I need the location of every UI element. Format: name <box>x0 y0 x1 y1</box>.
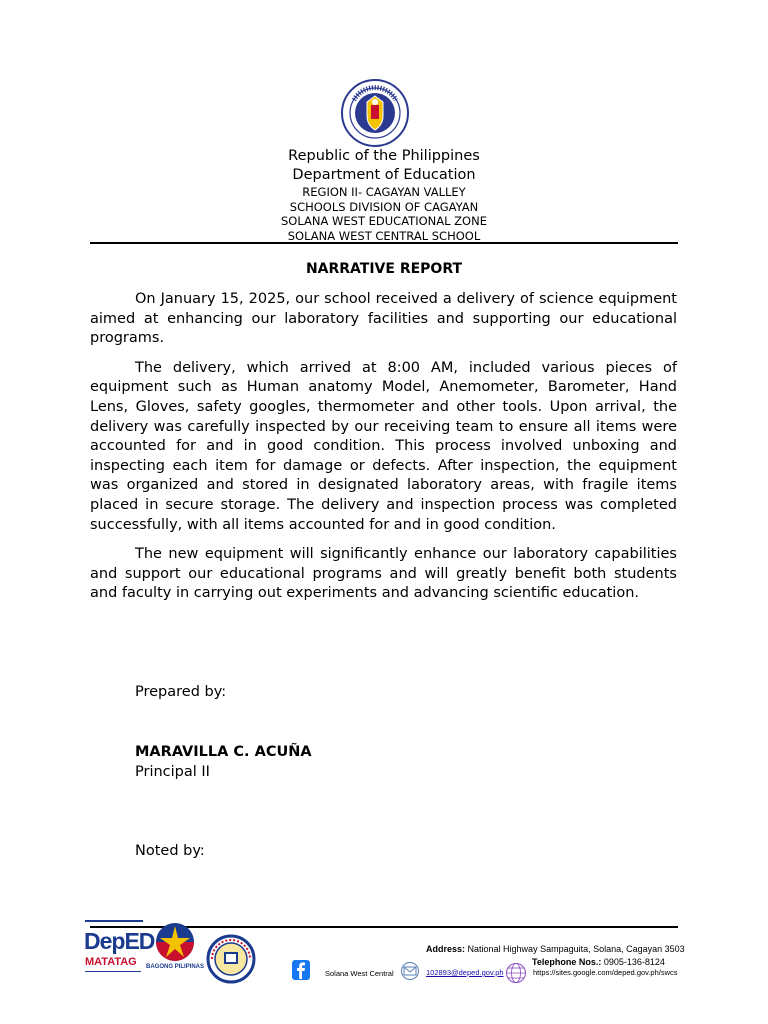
globe-icon <box>505 962 527 984</box>
report-title: NARRATIVE REPORT <box>305 261 463 277</box>
facebook-page-link[interactable]: Solana West Central <box>325 969 394 978</box>
email-link[interactable]: 102893@deped.gov.ph <box>426 968 504 977</box>
website-link[interactable]: https://sites.google.com/deped.gov.ph/swcs <box>533 968 678 977</box>
matatag-underline <box>85 971 141 972</box>
paragraph-2: The delivery, which arrived at 8:00 AM, included various pieces of equipment such as Human anatomy Model, Anemometer, Barometer, Hand Lens, Gloves, safety googles, thermometer and other tools. Upon arrival, the delivery was carefully inspected by our receiving team to ensure all items were accounted for and in good condition. This process involved unboxing and inspecting each item for damage or defects. After inspection, the equipment was organized and stored in designated laboratory areas, with fragile items placed in secure storage. The delivery and inspection process was completed successfully, with all items accounted for and in good condition. <box>90 359 677 533</box>
telephone-line <box>532 957 665 967</box>
email-icon <box>399 962 421 980</box>
deped-logo: DepED <box>84 928 155 954</box>
signatory-name: MARAVILLA C. ACUÑA <box>135 744 312 760</box>
bagong-pilipinas-label: BAGONG PILIPINAS <box>146 964 205 970</box>
region-line: REGION II- CAGAYAN VALLEY <box>302 185 466 199</box>
telephone-value: 0905-136-8124 <box>603 957 665 967</box>
paragraph-1: On January 15, 2025, our school received a delivery of science equipment aimed at enhancing our laboratory facilities and supporting our educational programs. <box>90 291 677 347</box>
department-line: Department of Education <box>292 167 476 183</box>
telephone-label: Telephone Nos.: <box>532 957 602 967</box>
deped-top-line <box>85 920 143 922</box>
prepared-by-label: Prepared by: <box>135 684 227 700</box>
deped-seal-logo <box>340 78 410 148</box>
address-line <box>426 944 685 954</box>
address-value: National Highway Sampaguita, Solana, Cagayan 3503 <box>467 944 685 954</box>
facebook-icon[interactable] <box>292 960 310 980</box>
header-divider <box>90 242 678 244</box>
country-line: Republic of the Philippines <box>288 148 480 164</box>
address-label: Address: <box>426 944 466 954</box>
report-body <box>90 290 677 614</box>
school-line: SOLANA WEST CENTRAL SCHOOL <box>287 228 481 243</box>
division-line: SCHOOLS DIVISION OF CAGAYAN <box>289 199 479 214</box>
footer-logos <box>84 918 264 988</box>
letterhead <box>90 147 678 243</box>
bagong-pilipinas-logo <box>150 920 200 964</box>
school-seal-logo <box>206 934 256 984</box>
matatag-logo: MATATAG <box>85 956 137 968</box>
zone-line: SOLANA WEST EDUCATIONAL ZONE <box>281 214 487 228</box>
noted-by-label: Noted by: <box>135 843 205 859</box>
paragraph-3: The new equipment will significantly enhance our laboratory capabilities and support our educational programs and will greatly benefit both students and faculty in carrying out experiments and advancing scientific education. <box>90 546 677 602</box>
signatory-position: Principal II <box>135 764 210 780</box>
